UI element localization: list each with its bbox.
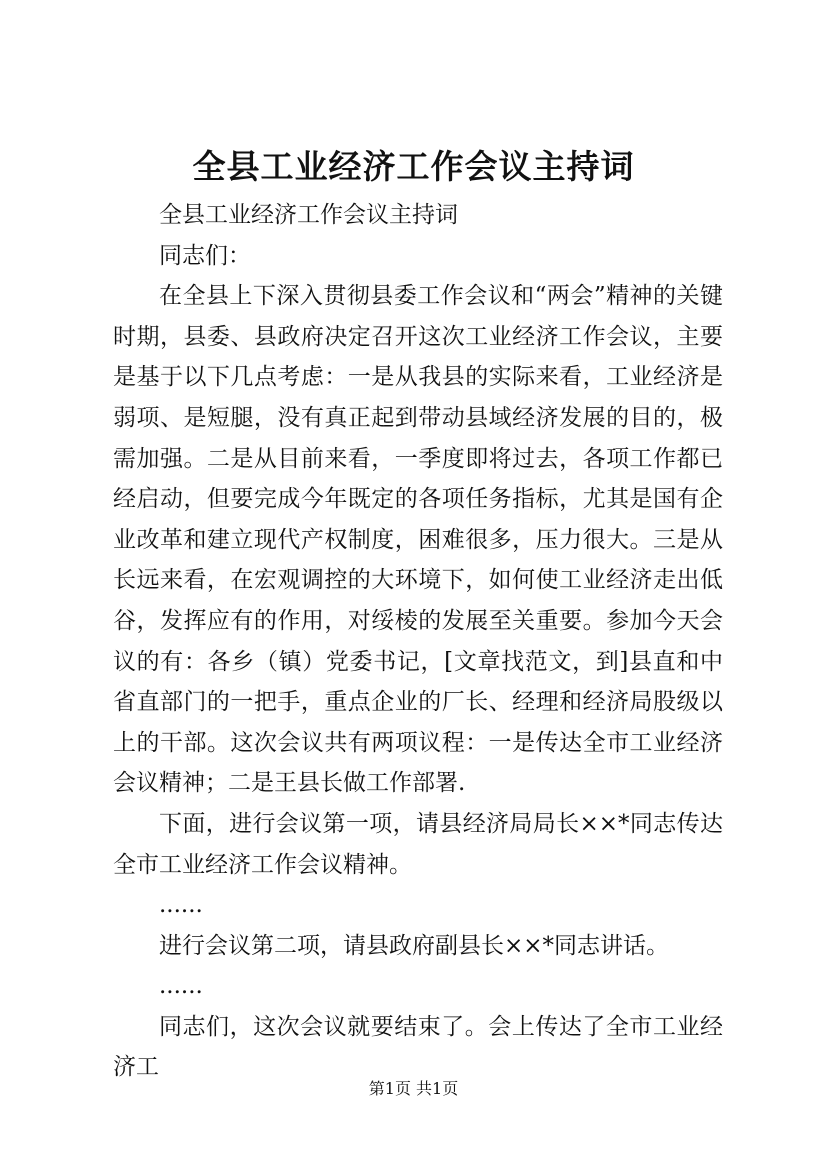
document-body [113, 195, 723, 1088]
paragraph-ellipsis-one: ...... [159, 892, 203, 919]
paragraph-closing: 同志们，这次会议就要结束了。会上传达了全市工业经济工 [113, 1013, 723, 1081]
page-footer: 第1页 共1页 [368, 1079, 459, 1098]
paragraph-subtitle: 全县工业经济工作会议主持词 [159, 202, 458, 228]
paragraph-ellipsis-two: ...... [159, 973, 203, 1000]
paragraph-item-one: 下面，进行会议第一项，请县经济局局长××*同志传达全市工业经济工作会议精神。 [113, 810, 723, 878]
document-title: 全县工业经济工作会议主持词 [192, 147, 635, 186]
paragraph-item-two: 进行会议第二项，请县政府副县长××*同志讲话。 [159, 932, 670, 959]
paragraph-intro: 在全县上下深入贯彻县委工作会议和“两会”精神的关键时期，县委、县政府决定召开这次工业经济工作会议，主要是基于以下几点考虑：一是从我县的实际来看，工业经济是弱项、是短腿，没有真正起到带动县域经济发展的目的，极需加强。二是从目前来看，一季度即将过去，各项工作都已经启动，但要完成今年既定的各项任务指标，尤其是国有企业改革和建立现代产权制度，困难很多，压力很大。三是从长远来看，在宏观调控的大环境下，如何使工业经济走出低谷，发挥应有的作用，对绥棱的发展至关重要。参加今天会议的有：各乡（镇）党委书记，[文章找范文，到]县直和中省直部门的一把手，重点企业的厂长、经理和经济局股级以上的干部。这次会议共有两项议程：一是传达全市工业经济会议精神；二是王县长做工作部署. [113, 283, 723, 797]
paragraph-greeting: 同志们： [159, 242, 251, 269]
